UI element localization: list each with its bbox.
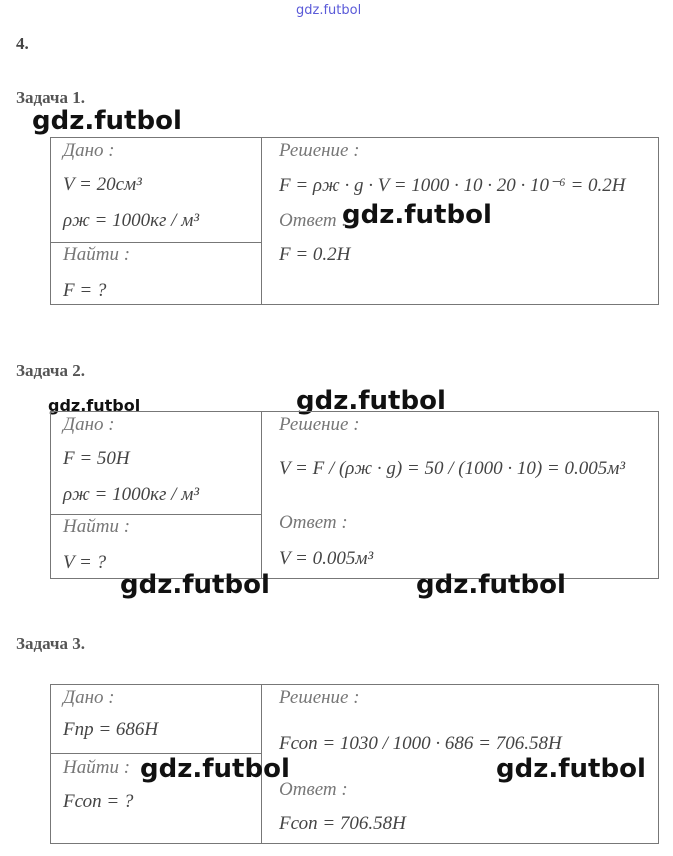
solution-formula: Fсоп = 1030 / 1000 · 686 = 706.58H xyxy=(279,733,562,754)
watermark: gdz.futbol xyxy=(416,570,566,600)
given-density: ρж = 1000кг / м³ xyxy=(63,210,200,231)
watermark: gdz.futbol xyxy=(342,200,492,230)
task-3-title: Задача 3. xyxy=(16,634,85,653)
given-force: Fпр = 686H xyxy=(63,719,159,740)
find-label: Найти : xyxy=(63,516,131,537)
answer-value: V = 0.005м³ xyxy=(279,548,374,569)
given-label: Дано : xyxy=(63,687,115,708)
given-label: Дано : xyxy=(63,140,115,161)
solution-label: Решение : xyxy=(279,414,360,435)
solution-formula: V = F / (ρж · g) = 50 / (1000 · 10) = 0.005м³ xyxy=(279,458,626,479)
watermark: gdz.futbol xyxy=(48,396,141,415)
given-density: ρж = 1000кг / м³ xyxy=(63,484,200,505)
given-volume: V = 20см³ xyxy=(63,174,142,195)
given-force: F = 50H xyxy=(63,448,130,469)
solution-formula: F = ρж · g · V = 1000 · 10 · 20 · 10⁻⁶ = 0.2H xyxy=(279,175,626,196)
solution-label: Решение : xyxy=(279,687,360,708)
find-label: Найти : xyxy=(63,757,131,778)
find-value: F = ? xyxy=(63,280,107,301)
find-label: Найти : xyxy=(63,244,131,265)
answer-label: Ответ : xyxy=(279,210,348,231)
answer-value: F = 0.2H xyxy=(279,244,351,265)
task-1-title: Задача 1. xyxy=(16,88,85,107)
solution-label: Решение : xyxy=(279,140,360,161)
answer-value: Fсоп = 706.58H xyxy=(279,813,406,834)
site-header-link[interactable]: gdz.futbol xyxy=(296,3,362,18)
find-value: Fсоп = ? xyxy=(63,791,134,812)
watermark: gdz.futbol xyxy=(140,754,290,784)
watermark: gdz.futbol xyxy=(296,386,446,416)
find-value: V = ? xyxy=(63,552,107,573)
problem-number: 4. xyxy=(16,34,29,53)
answer-label: Ответ : xyxy=(279,779,348,800)
task-2-title: Задача 2. xyxy=(16,361,85,380)
given-label: Дано : xyxy=(63,414,115,435)
watermark: gdz.futbol xyxy=(496,754,646,784)
watermark: gdz.futbol xyxy=(32,106,182,136)
watermark: gdz.futbol xyxy=(120,570,270,600)
task-2-table xyxy=(50,411,659,579)
answer-label: Ответ : xyxy=(279,512,348,533)
